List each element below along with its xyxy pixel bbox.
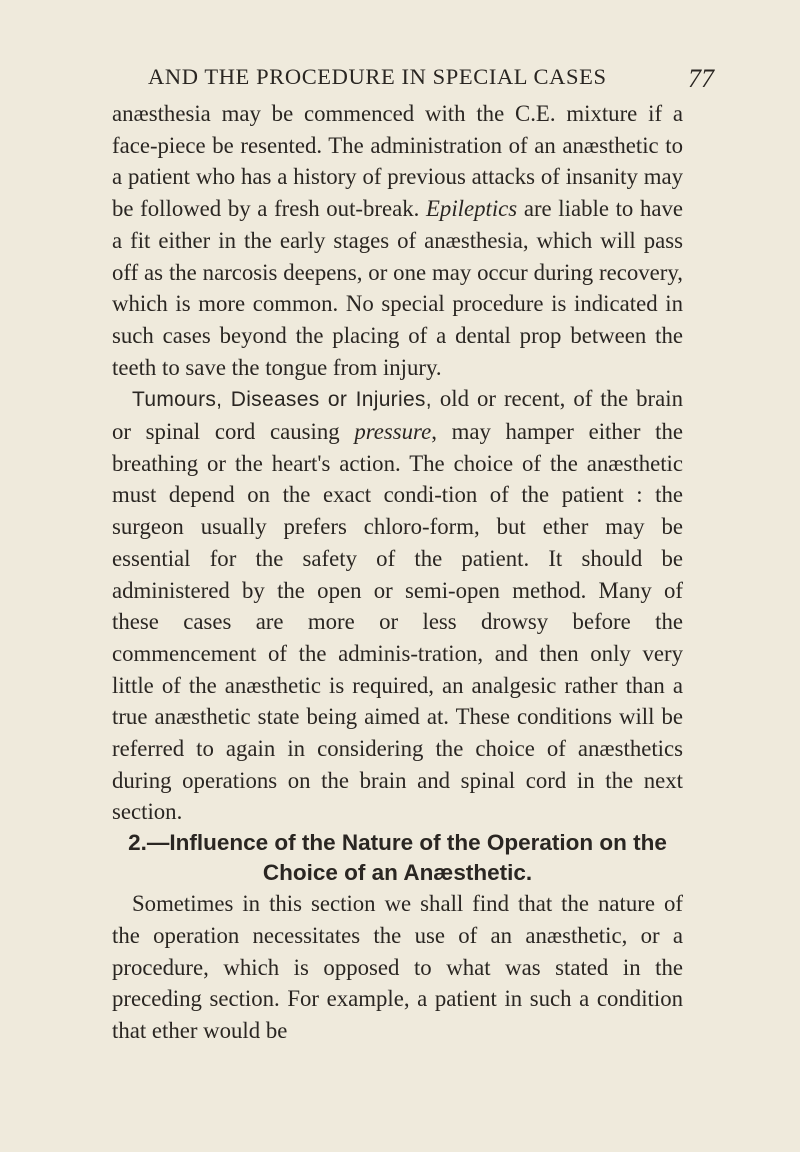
- running-head: [0, 60, 800, 94]
- section-heading: [112, 828, 683, 888]
- tumours-lead-in: Tumours, Diseases or Injuries,: [132, 388, 432, 412]
- paragraph-1-text: anæsthesia may be commenced with the C.E. mixture if a face-piece be resented. The administration of an anæsthetic to a patient who has a history of previous attacks of insanity may be followed by a fresh out-break.: [112, 101, 683, 222]
- paragraph-3: [112, 888, 683, 1047]
- pressure-term: pressure: [354, 419, 432, 445]
- body-text: [112, 98, 683, 1047]
- section-number: 2.—: [128, 830, 170, 856]
- paragraph-2-text-a: old or recent, of the brain or spinal cord causing: [112, 386, 683, 445]
- paragraph-3-text: Sometimes in this section we shall find that the nature of the operation necessitates the use of an anæsthetic, or a procedure, which is opposed to what was stated in the preceding section. For example, a patient in such a condition that ether would be: [112, 891, 683, 1043]
- paragraph-1: [112, 98, 683, 383]
- page-number: 77: [688, 64, 714, 93]
- running-title: AND THE PROCEDURE IN SPECIAL CASES: [148, 64, 607, 89]
- epileptics-term: Epileptics: [426, 196, 518, 222]
- paragraph-2-text-b: , may hamper either the breathing or the heart's action. The choice of the anæsthetic must depend on the exact condi-tion of the patient : the surgeon usually prefers chloro-form, but ether may be essential for the safety of the patient. It should be administered by the open or semi-open method. Many of these cases are more or less drowsy before the commencement of the adminis-tration, and then only very little of the anæsthetic is required, an analgesic rather than a true anæsthetic state being aimed at. These conditions will be referred to again in considering the choice of anæsthetics during operations on the brain and spinal cord in the next section.: [112, 419, 684, 825]
- section-title: Influence of the Nature of the Operation on the Choice of an Anæsthetic.: [169, 830, 667, 886]
- paragraph-1-rest: are liable to have a fit either in the early stages of anæsthesia, which will pass off as the narcosis deepens, or one may occur during recovery, which is more common. No special procedure is indicated in such cases beyond the placing of a dental prop between the teeth to save the tongue from injury.: [112, 196, 684, 380]
- paragraph-2: [112, 383, 683, 828]
